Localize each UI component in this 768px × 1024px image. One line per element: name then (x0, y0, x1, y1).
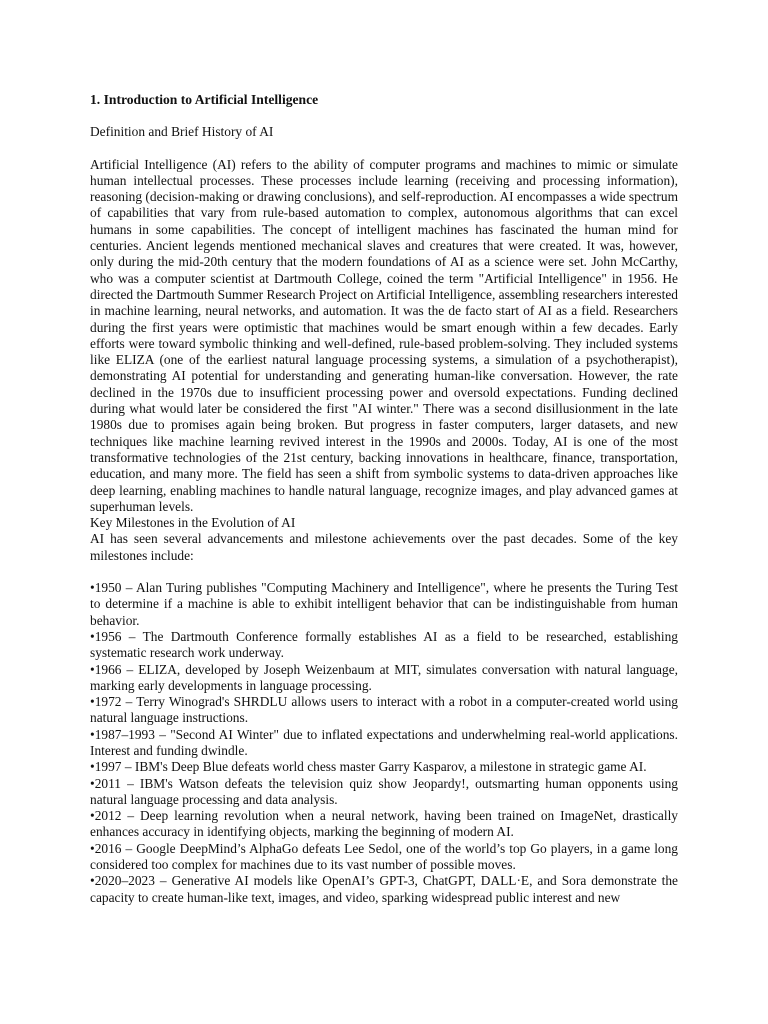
milestone-item: •1987–1993 – "Second AI Winter" due to inflated expectations and underwhelming real-world applications. Interest and funding dwindle. (90, 726, 678, 758)
milestone-item: •1997 – IBM's Deep Blue defeats world chess master Garry Kasparov, a milestone in strategic game AI. (90, 759, 647, 775)
milestone-item: •1956 – The Dartmouth Conference formally establishes AI as a field to be researched, establishing systematic research work underway. (90, 628, 678, 661)
milestones-intro: AI has seen several advancements and milestone achievements over the past decades. Some of the key milestones include: (90, 531, 678, 563)
milestone-item: •1972 – Terry Winograd's SHRDLU allows users to interact with a robot in a computer-created world using natural language instructions. (90, 694, 678, 726)
milestone-item: •2016 – Google DeepMind’s AlphaGo defeats Lee Sedol, one of the world’s top Go players, in a game long considered too complex for machines due to its vast number of possible moves. (90, 840, 678, 873)
milestone-item: •1950 – Alan Turing publishes "Computing Machinery and Intelligence", where he presents the Turing Test to determine if a machine is able to exhibit intelligent behavior that can be indistinguishable from human behavior. (90, 580, 678, 628)
document-page (90, 92, 678, 906)
milestones-heading: Key Milestones in the Evolution of AI (90, 515, 296, 531)
milestone-item: •1966 – ELIZA, developed by Joseph Weizenbaum at MIT, simulates conversation with natural language, marking early developments in language processing. (90, 661, 678, 693)
milestone-item: •2011 – IBM's Watson defeats the television quiz show Jeopardy!, outsmarting human opponents using natural language processing and data analysis. (90, 775, 678, 807)
section-heading: 1. Introduction to Artificial Intelligence (90, 92, 319, 107)
body-paragraph: Artificial Intelligence (AI) refers to the ability of computer programs and machines to mimic or simulate human intellectual processes. These processes include learning (receiving and processing information), reasoning (decision-making or drawing conclusions), and self-reproduction. AI encompasses a wide spectrum of capabilities that vary from rule-based automation to complex, autonomous algorithms that can excel humans in some capabilities. The concept of intelligent machines has fascinated the human mind for centuries. Ancient legends mentioned mechanical slaves and creatures that were created. It was, however, only during the mid-20th century that the modern foundations of AI as a science were set. John McCarthy, who was a computer scientist at Dartmouth College, coined the term "Artificial Intelligence" in 1956. He directed the Dartmouth Summer Research Project on Artificial Intelligence, assembling researchers interested in machine learning, neural networks, and automation. It was the de facto start of AI as a field. Researchers during the first years were optimistic that machines would be smart enough within a few decades. Early efforts were toward symbolic thinking and well-defined, rule-based problem-solving. They included systems like ELIZA (one of the earliest natural language processing systems, a simulation of a psychotherapist), demonstrating AI potential for understanding and generating human-like conversation. However, the rate declined in the 1970s due to insufficient processing power and oversold expectations. Funding declined during what would later be considered the first "AI winter." There was a second disillusionment in the late 1980s due to promises again being broken. But progress in faster computers, larger datasets, and new techniques like machine learning revived interest in the 1990s and 2000s. Today, AI is one of the most transformative technologies of the 21st century, backing innovations in healthcare, finance, transportation, education, and many more. The field has seen a shift from symbolic systems to data-driven approaches like deep learning, enabling machines to handle natural language, recognize images, and play advanced games at superhuman levels. (90, 156, 678, 514)
milestone-item: •2020–2023 – Generative AI models like OpenAI’s GPT-3, ChatGPT, DALL·E, and Sora demonstrate the capacity to create human-like text, images, and video, sparking widespread public interest and new (90, 873, 678, 905)
milestone-item: •2012 – Deep learning revolution when a neural network, having been trained on ImageNet, drastically enhances accuracy in identifying objects, marking the beginning of modern AI. (90, 808, 678, 840)
milestone-list (90, 580, 678, 906)
subsection-heading: Definition and Brief History of AI (90, 124, 274, 140)
